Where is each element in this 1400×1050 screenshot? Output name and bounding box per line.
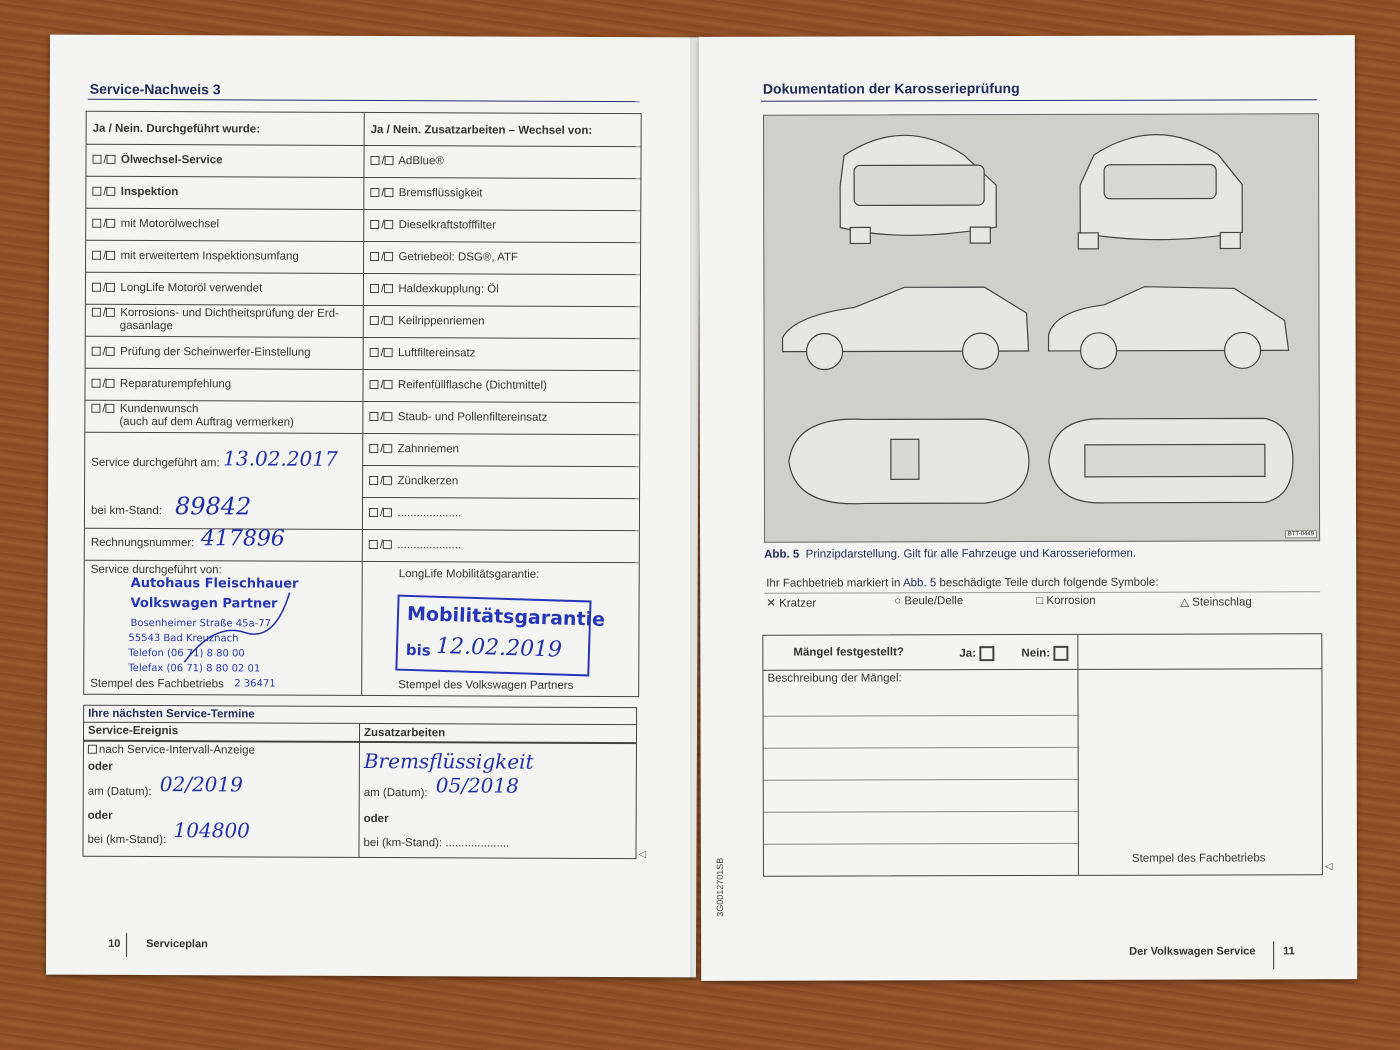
right-page <box>699 35 1357 981</box>
service-date-label: Service durchgeführt am: <box>91 456 220 470</box>
performed-by-label: Service durchgeführt von: <box>90 563 222 577</box>
oder-1: oder <box>87 760 113 773</box>
dealer-stamp-city: 55543 Bad Kreuznach <box>128 632 239 645</box>
service-date-value: 13.02.2017 <box>223 446 338 471</box>
right-checklist-item[interactable]: / .................... <box>369 539 461 551</box>
vertical-code: 3G0012701SB <box>714 857 726 917</box>
right-checklist-item[interactable]: / Bremsflüssigkeit <box>370 187 482 199</box>
oder-2: oder <box>87 809 113 822</box>
defects-table <box>762 633 1323 876</box>
right-checklist-item[interactable]: / Staub- und Pollenfiltereinsatz <box>369 411 547 424</box>
right-checklist-item[interactable]: / AdBlue® <box>370 155 443 167</box>
figure-code: BTT-0449 <box>1285 530 1317 538</box>
dealer-stamp-extra: 2 36471 <box>234 678 276 690</box>
left-checklist-item[interactable]: / LongLife Motoröl verwendet <box>92 282 354 296</box>
dealer-stamp-name: Autohaus Fleischhauer <box>130 575 299 592</box>
km-value: 89842 <box>174 492 252 521</box>
extra-am-datum-label: am (Datum): <box>363 786 428 800</box>
extra-date-value: 05/2018 <box>435 773 519 798</box>
left-checklist-item[interactable]: / mit Motorölwechsel <box>92 218 354 232</box>
symbol-kratzer: ✕ Kratzer <box>766 597 817 610</box>
mobility-stamp-date: 12.02.2019 <box>435 633 563 663</box>
marker-intro: Ihr Fachbetrieb markiert in Abb. 5 beschädigte Teile durch folgende Symbole: <box>766 576 1159 590</box>
service-table <box>83 111 642 697</box>
right-checklist-item[interactable]: / Getriebeöl: DSG®, ATF <box>370 251 518 264</box>
am-datum-label: am (Datum): <box>87 785 152 799</box>
defects-label: Mängel festgestellt? <box>793 646 904 659</box>
mobility-stamp-title: Mobilitätsgarantie <box>406 602 606 631</box>
next-col2: Zusatzarbeiten <box>363 726 446 740</box>
footer-right: Der Volkswagen Service <box>1129 945 1256 958</box>
right-checklist-item[interactable]: / Haldexkupplung: Öl <box>370 283 499 296</box>
dealer-stamp-partner: Volkswagen Partner <box>130 595 278 612</box>
car-outlines-icon <box>764 114 1319 541</box>
stamp-label-left: Stempel des Fachbetriebs <box>90 677 224 691</box>
right-checklist-item[interactable]: / Reifenfüllflasche (Dichtmittel) <box>370 379 547 392</box>
car-diagram <box>763 113 1320 542</box>
stamp-label-right: Stempel des Volkswagen Partners <box>398 679 574 692</box>
bei-km-label: bei (km-Stand): <box>87 833 167 847</box>
next-km-value: 104800 <box>173 818 250 843</box>
col2-header: Ja / Nein. Zusatzarbeiten – Wechsel von: <box>370 123 593 137</box>
next-title: Ihre nächsten Service-Termine <box>88 707 255 721</box>
next-interval-option[interactable]: nach Service-Intervall-Anzeige <box>88 744 255 757</box>
right-checklist-item[interactable]: / Keilrippenriemen <box>370 315 485 328</box>
next-col1: Service-Ereignis <box>87 724 179 738</box>
title-rule <box>88 99 640 102</box>
mobility-label: LongLife Mobilitätsgarantie: <box>398 568 540 581</box>
continue-arrow-icon: ◁ <box>638 849 647 861</box>
page-number-right: 11 <box>1283 945 1295 958</box>
next-service-table <box>82 705 637 859</box>
mobility-stamp <box>395 595 606 677</box>
right-checklist-item[interactable]: / Zahnriemen <box>369 443 459 455</box>
symbol-steinschlag: △ Steinschlag <box>1180 596 1252 609</box>
page-title: Service-Nachweis 3 <box>89 80 221 98</box>
invoice-value: 417896 <box>200 526 285 552</box>
km-label: bei km-Stand: <box>90 504 162 518</box>
left-checklist-item[interactable]: / Kundenwunsch (auch auf dem Auftrag vermerken) <box>91 403 353 430</box>
signature <box>174 582 294 673</box>
page-title-right: Dokumentation der Karosserieprüfung <box>762 80 1020 97</box>
continue-arrow-icon-right: ◁ <box>1324 861 1333 873</box>
left-checklist-item[interactable]: / Korrosions- und Dichtheitsprüfung der Erd- gasanlage <box>92 307 354 334</box>
extra-work-value: Bremsflüssigkeit <box>363 748 534 774</box>
right-checklist-item[interactable]: / .................... <box>369 507 461 519</box>
left-checklist-item[interactable]: / Inspektion <box>92 186 354 200</box>
left-checklist-item[interactable]: / mit erweitertem Inspektionsumfang <box>92 250 354 264</box>
dealer-stamp-fax: Telefax (06 71) 8 80 02 01 <box>128 662 261 675</box>
left-checklist-item[interactable]: / Prüfung der Scheinwerfer-Einstellung <box>92 346 354 360</box>
oder-3: oder <box>363 812 389 826</box>
right-checklist-item[interactable]: / Dieselkraftstofffilter <box>370 219 496 232</box>
next-date-value: 02/2019 <box>159 772 243 797</box>
desc-label: Beschreibung der Mängel: <box>767 672 902 685</box>
left-page <box>46 35 700 978</box>
dealer-stamp-phone: Telefon (06 71) 8 80 00 <box>128 647 245 660</box>
right-checklist-item[interactable]: / Luftfiltereinsatz <box>370 347 476 359</box>
symbol-beule: ○ Beule/Delle <box>894 595 964 608</box>
dealer-stamp-street: Bosenheimer Straße 45a-77 <box>130 617 271 630</box>
stamp-label-right-page: Stempel des Fachbetriebs <box>1131 852 1266 865</box>
invoice-label: Rechnungsnummer: <box>90 536 195 550</box>
mobility-stamp-bis: bis <box>405 640 432 660</box>
title-rule-right <box>761 99 1317 101</box>
right-checklist-item[interactable]: / Zündkerzen <box>369 475 458 487</box>
left-checklist-item[interactable]: / Reparaturempfehlung <box>92 378 354 392</box>
col1-header: Ja / Nein. Durchgeführt wurde: <box>92 122 261 136</box>
extra-bei-km-label: bei (km-Stand): .................... <box>363 836 510 850</box>
footer-left: Serviceplan <box>146 938 208 951</box>
defects-no-option[interactable]: Nein: <box>1021 646 1070 661</box>
defects-yes-option[interactable]: Ja: <box>959 646 996 661</box>
symbol-korrosion: □ Korrosion <box>1036 594 1096 607</box>
left-checklist-item[interactable]: / Ölwechsel-Service <box>92 154 354 168</box>
page-number-left: 10 <box>108 937 121 950</box>
figure-caption: Abb. 5 Prinzipdarstellung. Gilt für alle Fahrzeuge und Karosserieformen. <box>764 547 1137 561</box>
